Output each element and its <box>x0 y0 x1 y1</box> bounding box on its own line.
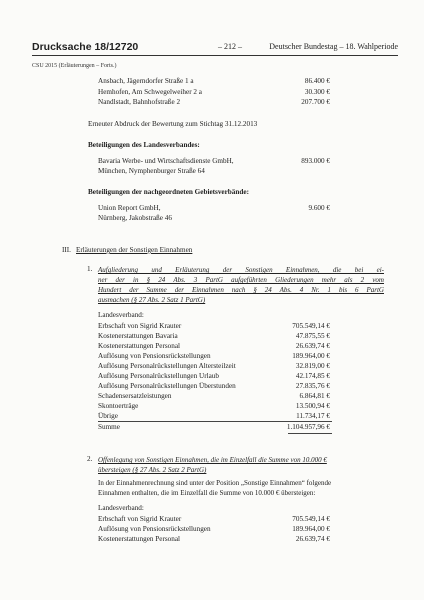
income-label: Übrige <box>98 412 118 420</box>
income-label: Auflösung von Pensionsrückstellungen <box>98 525 211 533</box>
income-label: Kostenerstattungen Personal <box>98 342 181 350</box>
income-amount: 6.864,81 € <box>299 392 330 400</box>
holding-amount: 9.600 € <box>308 204 330 212</box>
holding-name: Union Report GmbH, <box>98 204 161 212</box>
landesverband-label: Landesverband: <box>98 311 144 319</box>
item-number: 2. <box>87 455 93 463</box>
heading-line: Aufgliederung und Erläuterung der Sonstigen Einnahmen, die bei ei- <box>98 266 384 274</box>
income-label: Auflösung Personalrückstellungen Altersteilzeit <box>98 362 236 370</box>
landesverband-label: Landesverband: <box>98 504 144 512</box>
property-amount: 30.300 € <box>304 88 330 96</box>
sum-underline <box>288 433 332 434</box>
property-address: Hemhofen, Am Schwegelweiher 2 a <box>98 88 202 96</box>
holding-address: Nürnberg, Jakobstraße 46 <box>98 214 172 222</box>
heading-line: ner der in § 24 Abs. 3 PartG aufgeführten Gliederungen mehr als 2 vom <box>98 276 384 284</box>
income-amount: 189.964,00 € <box>292 352 330 360</box>
property-amount: 207.700 € <box>301 98 330 106</box>
income-amount: 13.500,94 € <box>295 402 330 410</box>
section-title: Erläuterungen der Sonstigen Einnahmen <box>76 246 193 254</box>
item-1-heading <box>98 265 384 305</box>
income-amount: 189.964,00 € <box>292 525 330 533</box>
income-label: Erbschaft von Sigrid Krauter <box>98 515 182 523</box>
income-amount: 27.835,76 € <box>295 382 330 390</box>
income-amount: 705.549,14 € <box>292 515 330 523</box>
income-amount: 11.734,17 € <box>296 412 330 420</box>
reprint-note: Erneuter Abdruck der Bewertung zum Stichtag 31.12.2013 <box>88 120 258 128</box>
property-amount: 86.400 € <box>304 77 330 85</box>
section-numeral: III. <box>62 246 71 254</box>
holding-address: München, Nymphenburger Straße 64 <box>98 167 205 175</box>
item-2-paragraph <box>98 478 388 498</box>
landesverband-holdings-heading: Beteiligungen des Landesverbandes: <box>88 141 200 149</box>
item-2-heading <box>98 455 388 475</box>
item-number: 1. <box>87 265 93 273</box>
continuation-note: CSU 2015 (Erläuterungen – Forts.) <box>32 63 117 69</box>
sum-label: Summe <box>98 423 120 431</box>
parliament-period: Deutscher Bundestag – 18. Wahlperiode <box>269 42 398 51</box>
income-label: Schadensersatzleistungen <box>98 392 172 400</box>
page-header <box>32 41 398 55</box>
gebiet-holdings-heading: Beteiligungen der nachgeordneten Gebietsverbände: <box>88 188 249 196</box>
income-amount: 32.819,00 € <box>295 362 330 370</box>
income-label: Erbschaft von Sigrid Krauter <box>98 322 182 330</box>
header-rule <box>32 55 398 56</box>
page-number: – 212 – <box>218 42 242 51</box>
income-label: Auflösung Personalrückstellungen Urlaub <box>98 372 219 380</box>
income-amount: 26.639,74 € <box>295 535 330 543</box>
income-label: Auflösung Personalrückstellungen Überstunden <box>98 382 236 390</box>
heading-line: Offenlegung von Sonstigen Einnahmen, die im Einzelfall die Summe von 10.000 € <box>98 456 327 464</box>
income-label: Kostenerstattungen Bavaria <box>98 332 178 340</box>
heading-line: übersteigen (§ 27 Abs. 2 Satz 2 PartG) <box>98 466 207 474</box>
income-amount: 42.174,85 € <box>295 372 330 380</box>
income-amount: 47.875,55 € <box>295 332 330 340</box>
property-address: Nandlstadt, Bahnhofstraße 2 <box>98 98 181 106</box>
sum-amount: 1.104.957,96 € <box>286 423 330 431</box>
income-label: Auflösung von Pensionsrückstellungen <box>98 352 211 360</box>
income-label: Skontoerträge <box>98 402 139 410</box>
heading-line: Hundert der Summe der Einnahmen nach § 24 Abs. 4 Nr. 1 bis 6 PartG <box>98 286 384 294</box>
heading-line: ausmachen (§ 27 Abs. 2 Satz 1 PartG) <box>98 296 206 304</box>
document-number: Drucksache 18/12720 <box>32 41 139 53</box>
holding-name: Bavaria Werbe- und Wirtschaftsdienste GmbH, <box>98 157 234 165</box>
income-amount: 705.549,14 € <box>292 322 330 330</box>
holding-amount: 893.000 € <box>301 157 330 165</box>
income-label: Kostenerstattungen Personal <box>98 535 181 543</box>
total-rule <box>98 421 332 422</box>
paragraph-line: Einnahmen enthalten, die im Einzelfall die Summe von 10.000 € übersteigen: <box>98 489 316 497</box>
income-amount: 26.639,74 € <box>295 342 330 350</box>
paragraph-line: In der Einnahmenrechnung sind unter der Position „Sonstige Einnahmen“ folgende <box>98 479 332 487</box>
property-address: Ansbach, Jägerndorfer Straße 1 a <box>98 77 194 85</box>
